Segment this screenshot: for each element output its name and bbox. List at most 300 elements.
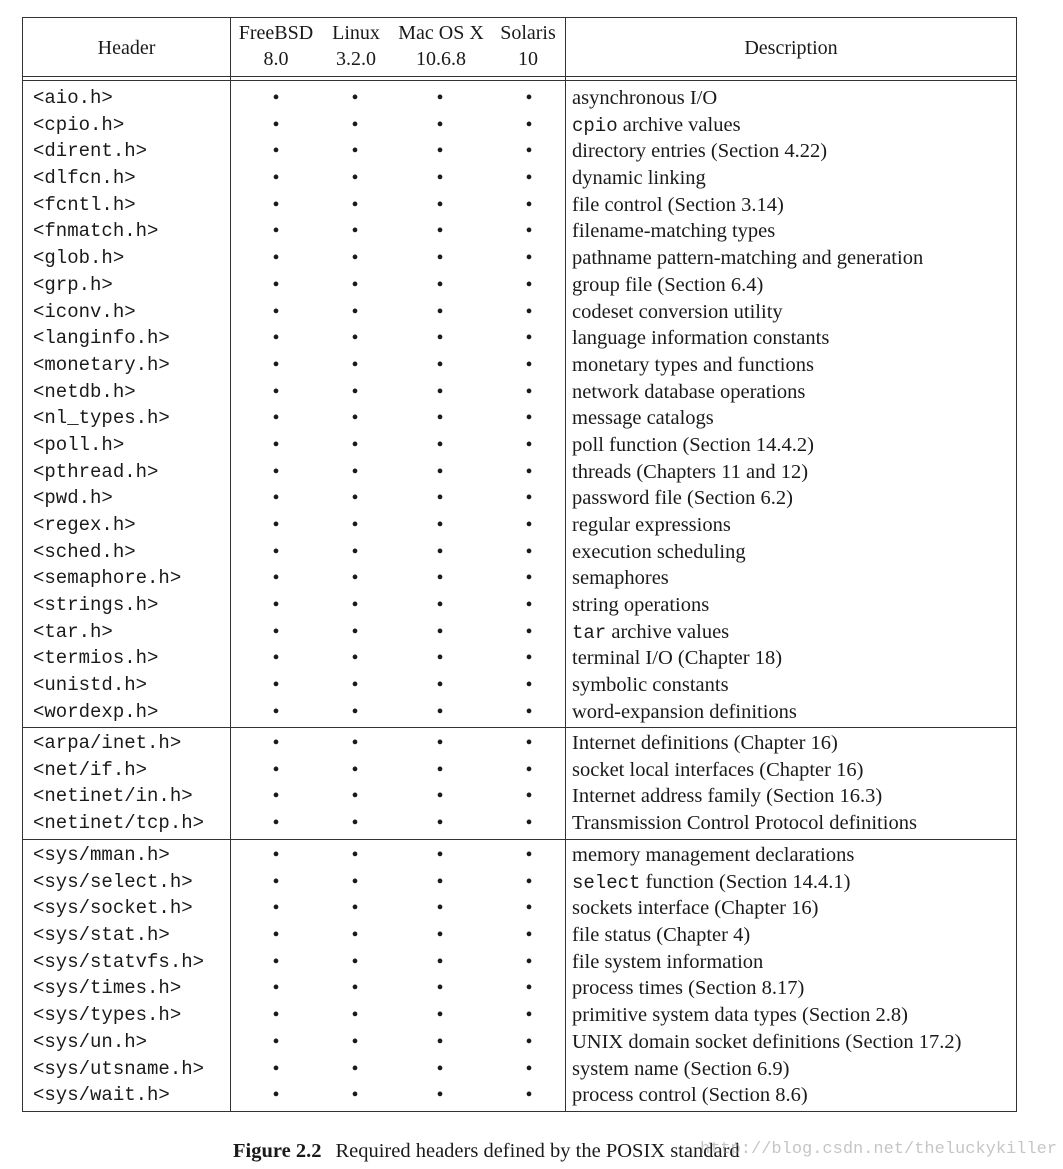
support-mark-linux: • [351, 193, 359, 216]
col-header-macos [391, 20, 491, 72]
support-mark-linux: • [351, 514, 359, 536]
table-row [23, 842, 1016, 869]
table-row [23, 1002, 1016, 1029]
header-file-name: <glob.h> [33, 247, 125, 270]
support-mark-solaris: • [525, 758, 533, 781]
description-text: file control (Section 3.14) [572, 193, 784, 216]
table-row [23, 218, 1016, 245]
description-text: symbolic constants [572, 674, 729, 697]
support-mark-solaris: • [525, 950, 533, 973]
support-mark-freebsd: • [272, 193, 280, 216]
description-text: socket local interfaces (Chapter 16) [572, 758, 864, 781]
description [572, 192, 784, 219]
support-mark-solaris: • [525, 897, 533, 920]
header-file-name: <sched.h> [33, 540, 136, 563]
table-row [23, 112, 1016, 139]
support-mark-linux: • [351, 1004, 359, 1027]
support-mark-freebsd: • [272, 758, 280, 781]
header-file-name: <poll.h> [33, 433, 125, 456]
description [572, 810, 917, 837]
support-mark-macos: • [436, 870, 444, 893]
support-mark-freebsd: • [272, 950, 280, 973]
table-row [23, 245, 1016, 272]
description-text: Transmission Control Protocol definitions [572, 812, 917, 835]
description [572, 869, 851, 897]
col-header-freebsd [231, 20, 321, 72]
col-header-solaris-name: Solaris [500, 22, 556, 44]
description [572, 1029, 961, 1056]
support-mark-macos: • [436, 977, 444, 1000]
header-file-name: <fcntl.h> [33, 193, 136, 216]
description [572, 672, 729, 699]
support-mark-linux: • [351, 113, 359, 136]
col-header-linux-version: 3.2.0 [336, 48, 376, 70]
description [572, 299, 783, 326]
header-file-name: <cpio.h> [33, 113, 125, 136]
support-mark-linux: • [351, 380, 359, 403]
description-text: execution scheduling [572, 540, 746, 563]
table-row [23, 565, 1016, 592]
support-mark-linux: • [351, 812, 359, 835]
support-mark-solaris: • [525, 540, 533, 563]
description [572, 645, 782, 672]
table-row [23, 485, 1016, 512]
support-mark-macos: • [436, 844, 444, 866]
table-row [23, 869, 1016, 896]
table-row [23, 352, 1016, 379]
support-mark-macos: • [436, 540, 444, 563]
description-text: asynchronous I/O [572, 87, 718, 109]
description [572, 138, 827, 165]
support-mark-linux: • [351, 594, 359, 617]
support-mark-freebsd: • [272, 540, 280, 563]
header-file-name: <sys/stat.h> [33, 924, 170, 947]
header-file-name: <netinet/tcp.h> [33, 812, 205, 835]
support-mark-freebsd: • [272, 140, 280, 163]
header-file-name: <strings.h> [33, 594, 159, 617]
description-text: process control (Section 8.6) [572, 1084, 808, 1107]
header-file-name: <monetary.h> [33, 353, 170, 376]
description [572, 895, 818, 922]
description [572, 165, 706, 192]
header-file-name: <termios.h> [33, 647, 159, 670]
support-mark-freebsd: • [272, 567, 280, 590]
header-file-name: <dlfcn.h> [33, 167, 136, 190]
header-file-name: <sys/un.h> [33, 1030, 148, 1053]
support-mark-freebsd: • [272, 732, 280, 754]
description [572, 85, 717, 112]
header-file-name: <dirent.h> [33, 140, 148, 163]
description [572, 619, 729, 647]
support-mark-freebsd: • [272, 460, 280, 483]
support-mark-freebsd: • [272, 87, 280, 109]
support-mark-macos: • [436, 113, 444, 136]
support-mark-solaris: • [525, 327, 533, 350]
support-mark-linux: • [351, 407, 359, 430]
support-mark-freebsd: • [272, 844, 280, 866]
table-row [23, 138, 1016, 165]
description [572, 539, 746, 566]
description [572, 459, 808, 486]
support-mark-solaris: • [525, 924, 533, 947]
support-mark-linux: • [351, 140, 359, 163]
support-mark-solaris: • [525, 273, 533, 296]
description [572, 565, 669, 592]
support-mark-macos: • [436, 167, 444, 190]
support-mark-linux: • [351, 433, 359, 456]
description-text: codeset conversion utility [572, 300, 783, 323]
support-mark-solaris: • [525, 140, 533, 163]
support-mark-freebsd: • [272, 594, 280, 617]
description-text: file status (Chapter 4) [572, 924, 751, 947]
description-text: password file (Section 6.2) [572, 487, 793, 510]
header-file-name: <tar.h> [33, 620, 113, 643]
support-mark-linux: • [351, 353, 359, 376]
header-divider [23, 76, 1016, 81]
figure-caption [233, 1140, 740, 1163]
support-mark-freebsd: • [272, 514, 280, 536]
support-mark-freebsd: • [272, 353, 280, 376]
support-mark-macos: • [436, 620, 444, 643]
table-row [23, 699, 1016, 726]
support-mark-linux: • [351, 870, 359, 893]
table-row [23, 783, 1016, 810]
header-group-sys [23, 842, 1016, 1109]
support-mark-macos: • [436, 567, 444, 590]
description-text: process times (Section 8.17) [572, 977, 805, 1000]
support-mark-macos: • [436, 950, 444, 973]
description-text: message catalogs [572, 407, 714, 430]
description-text: Internet address family (Section 16.3) [572, 785, 883, 808]
support-mark-macos: • [436, 247, 444, 270]
header-file-name: <arpa/inet.h> [33, 732, 182, 754]
table-row [23, 405, 1016, 432]
support-mark-freebsd: • [272, 870, 280, 893]
header-file-name: <sys/mman.h> [33, 844, 170, 866]
description-text: directory entries (Section 4.22) [572, 140, 828, 163]
table-row [23, 730, 1016, 757]
support-mark-freebsd: • [272, 647, 280, 670]
header-file-name: <netdb.h> [33, 380, 136, 403]
col-header-freebsd-version: 8.0 [263, 48, 289, 70]
support-mark-freebsd: • [272, 924, 280, 947]
header-group-base [23, 85, 1016, 726]
table-row [23, 949, 1016, 976]
support-mark-linux: • [351, 1084, 359, 1107]
description-text: archive values [606, 620, 730, 643]
support-mark-solaris: • [525, 977, 533, 1000]
support-mark-solaris: • [525, 247, 533, 270]
table-row [23, 672, 1016, 699]
support-mark-freebsd: • [272, 167, 280, 190]
table-row [23, 975, 1016, 1002]
figure-label: Figure 2.2 [233, 1140, 322, 1162]
description [572, 922, 750, 949]
headers-table [22, 17, 1017, 1112]
table-row [23, 165, 1016, 192]
description-text: poll function (Section 14.4.2) [572, 433, 814, 456]
support-mark-macos: • [436, 327, 444, 350]
support-mark-macos: • [436, 647, 444, 670]
support-mark-macos: • [436, 594, 444, 617]
support-mark-freebsd: • [272, 247, 280, 270]
header-group-network [23, 730, 1016, 837]
description [572, 949, 763, 976]
support-mark-linux: • [351, 327, 359, 350]
support-mark-solaris: • [525, 647, 533, 670]
support-mark-linux: • [351, 620, 359, 643]
description-text: filename-matching types [572, 220, 776, 243]
description-code: select [572, 871, 641, 894]
support-mark-solaris: • [525, 193, 533, 216]
description-text: dynamic linking [572, 167, 706, 190]
support-mark-macos: • [436, 300, 444, 323]
support-mark-macos: • [436, 487, 444, 510]
support-mark-macos: • [436, 812, 444, 835]
header-file-name: <sys/utsname.h> [33, 1057, 205, 1080]
col-header-linux-name: Linux [332, 22, 380, 44]
description [572, 1002, 908, 1029]
support-mark-macos: • [436, 380, 444, 403]
support-mark-solaris: • [525, 1057, 533, 1080]
description [572, 379, 805, 406]
description-text: sockets interface (Chapter 16) [572, 897, 819, 920]
description [572, 592, 709, 619]
header-file-name: <nl_types.h> [33, 407, 170, 430]
support-mark-freebsd: • [272, 1057, 280, 1080]
support-mark-solaris: • [525, 113, 533, 136]
support-mark-solaris: • [525, 1004, 533, 1027]
support-mark-solaris: • [525, 594, 533, 617]
table-row [23, 592, 1016, 619]
support-mark-freebsd: • [272, 977, 280, 1000]
description-text: function (Section 14.4.1) [640, 870, 851, 893]
support-mark-freebsd: • [272, 433, 280, 456]
description-text: regular expressions [572, 514, 731, 536]
support-mark-freebsd: • [272, 812, 280, 835]
col-header-macos-name: Mac OS X [398, 22, 484, 44]
header-file-name: <sys/socket.h> [33, 897, 193, 920]
description [572, 405, 714, 432]
support-mark-macos: • [436, 460, 444, 483]
support-mark-macos: • [436, 433, 444, 456]
description-text: system name (Section 6.9) [572, 1057, 790, 1080]
support-mark-linux: • [351, 924, 359, 947]
description [572, 485, 793, 512]
group-divider [23, 727, 1016, 728]
table-row [23, 85, 1016, 112]
support-mark-freebsd: • [272, 700, 280, 723]
support-mark-solaris: • [525, 407, 533, 430]
table-row [23, 379, 1016, 406]
support-mark-macos: • [436, 924, 444, 947]
support-mark-linux: • [351, 300, 359, 323]
support-mark-solaris: • [525, 487, 533, 510]
support-mark-macos: • [436, 674, 444, 697]
support-mark-freebsd: • [272, 487, 280, 510]
description-text: file system information [572, 950, 764, 973]
description-text: pathname pattern-matching and generation [572, 247, 924, 270]
description [572, 730, 838, 757]
support-mark-linux: • [351, 897, 359, 920]
description-text: memory management declarations [572, 844, 855, 866]
table-row [23, 512, 1016, 539]
support-mark-linux: • [351, 758, 359, 781]
support-mark-freebsd: • [272, 300, 280, 323]
support-mark-solaris: • [525, 567, 533, 590]
table-row [23, 810, 1016, 837]
support-mark-linux: • [351, 487, 359, 510]
support-mark-macos: • [436, 785, 444, 808]
description-text: semaphores [572, 567, 669, 590]
table-row [23, 922, 1016, 949]
support-mark-linux: • [351, 273, 359, 296]
table-row [23, 1029, 1016, 1056]
description-text: monetary types and functions [572, 353, 814, 376]
header-file-name: <sys/types.h> [33, 1004, 182, 1027]
support-mark-freebsd: • [272, 380, 280, 403]
support-mark-freebsd: • [272, 407, 280, 430]
col-header-solaris [491, 20, 565, 72]
support-mark-linux: • [351, 647, 359, 670]
description-text: threads (Chapters 11 and 12) [572, 460, 809, 483]
table-row [23, 895, 1016, 922]
table-row [23, 1082, 1016, 1109]
support-mark-macos: • [436, 220, 444, 243]
col-header-solaris-version: 10 [518, 48, 538, 70]
support-mark-linux: • [351, 567, 359, 590]
support-mark-freebsd: • [272, 620, 280, 643]
support-mark-freebsd: • [272, 273, 280, 296]
support-mark-macos: • [436, 758, 444, 781]
support-mark-macos: • [436, 732, 444, 754]
support-mark-linux: • [351, 167, 359, 190]
header-file-name: <grp.h> [33, 273, 113, 296]
support-mark-linux: • [351, 674, 359, 697]
description [572, 245, 923, 272]
description [572, 1056, 789, 1083]
table-row [23, 272, 1016, 299]
figure-caption-text: Required headers defined by the POSIX standard [335, 1140, 740, 1162]
support-mark-linux: • [351, 977, 359, 1000]
support-mark-solaris: • [525, 433, 533, 456]
support-mark-macos: • [436, 1084, 444, 1107]
support-mark-macos: • [436, 514, 444, 536]
support-mark-linux: • [351, 785, 359, 808]
support-mark-macos: • [436, 193, 444, 216]
support-mark-freebsd: • [272, 113, 280, 136]
description-code: cpio [572, 114, 618, 137]
description [572, 757, 863, 784]
support-mark-freebsd: • [272, 327, 280, 350]
support-mark-macos: • [436, 140, 444, 163]
col-header-macos-version: 10.6.8 [416, 48, 466, 70]
header-file-name: <netinet/in.h> [33, 785, 193, 808]
header-file-name: <langinfo.h> [33, 327, 170, 350]
support-mark-solaris: • [525, 812, 533, 835]
support-mark-linux: • [351, 844, 359, 866]
description [572, 783, 882, 810]
description-text: network database operations [572, 380, 806, 403]
header-file-name: <sys/wait.h> [33, 1084, 170, 1107]
table-row [23, 619, 1016, 646]
header-file-name: <pthread.h> [33, 460, 159, 483]
support-mark-solaris: • [525, 380, 533, 403]
support-mark-freebsd: • [272, 220, 280, 243]
table-row [23, 325, 1016, 352]
support-mark-solaris: • [525, 300, 533, 323]
header-file-name: <iconv.h> [33, 300, 136, 323]
header-file-name: <fnmatch.h> [33, 220, 159, 243]
description [572, 1082, 808, 1109]
group-divider [23, 839, 1016, 840]
table-row [23, 299, 1016, 326]
description [572, 699, 797, 726]
header-file-name: <pwd.h> [33, 487, 113, 510]
table-row [23, 757, 1016, 784]
description-text: primitive system data types (Section 2.8) [572, 1004, 908, 1027]
table-row [23, 459, 1016, 486]
support-mark-freebsd: • [272, 1004, 280, 1027]
support-mark-solaris: • [525, 167, 533, 190]
support-mark-solaris: • [525, 620, 533, 643]
description [572, 975, 804, 1002]
description-text: group file (Section 6.4) [572, 273, 764, 296]
table-row [23, 539, 1016, 566]
table-row [23, 432, 1016, 459]
table-row [23, 1056, 1016, 1083]
description [572, 218, 775, 245]
support-mark-freebsd: • [272, 785, 280, 808]
table-row [23, 645, 1016, 672]
description-text: terminal I/O (Chapter 18) [572, 647, 783, 670]
support-mark-solaris: • [525, 514, 533, 536]
description [572, 272, 763, 299]
support-mark-macos: • [436, 407, 444, 430]
support-mark-solaris: • [525, 460, 533, 483]
description [572, 325, 829, 352]
description-text: word-expansion definitions [572, 700, 797, 723]
support-mark-linux: • [351, 220, 359, 243]
support-mark-macos: • [436, 1030, 444, 1053]
col-header-linux [321, 20, 391, 72]
description-code: tar [572, 621, 607, 644]
description-text: Internet definitions (Chapter 16) [572, 732, 838, 754]
support-mark-freebsd: • [272, 1030, 280, 1053]
support-mark-solaris: • [525, 1084, 533, 1107]
watermark: http://blog.csdn.net/theluckykiller [700, 1140, 1058, 1159]
support-mark-freebsd: • [272, 897, 280, 920]
support-mark-solaris: • [525, 1030, 533, 1053]
description [572, 112, 741, 140]
header-file-name: <sys/times.h> [33, 977, 182, 1000]
support-mark-solaris: • [525, 844, 533, 866]
support-mark-macos: • [436, 87, 444, 109]
support-mark-freebsd: • [272, 1084, 280, 1107]
support-mark-linux: • [351, 1030, 359, 1053]
support-mark-solaris: • [525, 870, 533, 893]
support-mark-linux: • [351, 540, 359, 563]
support-mark-linux: • [351, 87, 359, 109]
support-mark-macos: • [436, 273, 444, 296]
description [572, 432, 814, 459]
description [572, 842, 854, 869]
support-mark-linux: • [351, 460, 359, 483]
support-mark-solaris: • [525, 674, 533, 697]
support-mark-macos: • [436, 1004, 444, 1027]
col-header-description: Description [744, 37, 838, 59]
support-mark-linux: • [351, 732, 359, 754]
